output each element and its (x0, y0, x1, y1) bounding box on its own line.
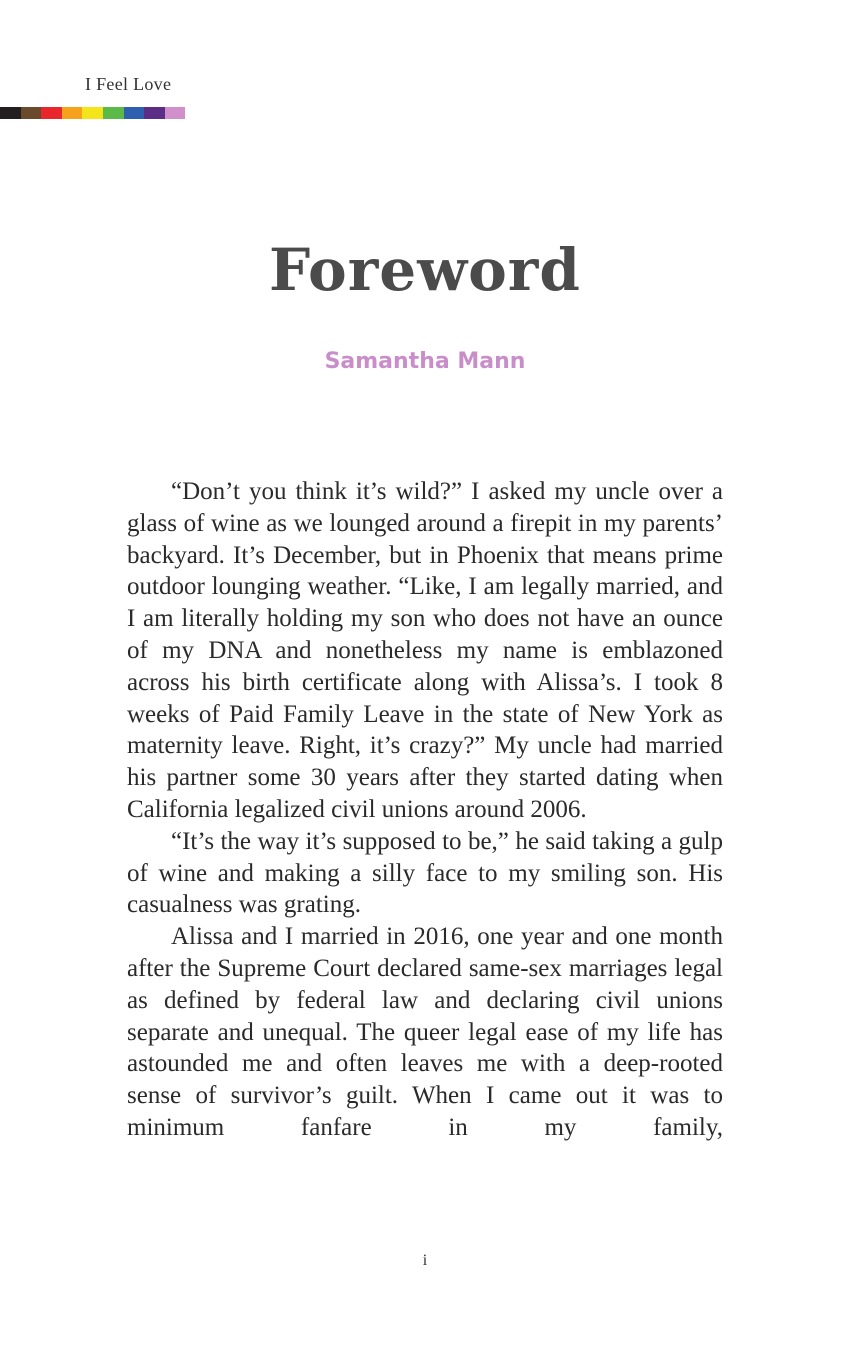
page-number: i (422, 1252, 428, 1269)
chapter-title: Foreword (269, 236, 581, 304)
running-head: I Feel Love (85, 74, 172, 94)
color-swatch (165, 107, 186, 119)
rainbow-color-strip (0, 107, 185, 119)
body-text (127, 476, 723, 1144)
color-swatch (41, 107, 62, 119)
paragraph: Alissa and I married in 2016, one year and one month after the Supreme Court declared same-sex marriages legal as defined by federal law and declaring civil unions separate and unequal. The queer legal ease of my life has astounded me and often leaves me with a deep-rooted sense of survivor’s guilt. When I came out it was to minimum fanfare in my family, (127, 923, 723, 1141)
color-swatch (62, 107, 83, 119)
color-swatch (82, 107, 103, 119)
color-swatch (21, 107, 42, 119)
paragraph: “It’s the way it’s supposed to be,” he said taking a gulp of wine and making a silly face to my smiling son. His casualness was grating. (127, 827, 723, 919)
color-swatch (124, 107, 145, 119)
chapter-author: Samantha Mann (324, 349, 526, 374)
color-swatch (144, 107, 165, 119)
color-swatch (103, 107, 124, 119)
color-swatch (0, 107, 21, 119)
paragraph: “Don’t you think it’s wild?” I asked my uncle over a glass of wine as we lounged around a firepit in my parents’ backyard. It’s December, but in Phoenix that means prime outdoor lounging weather. “Like, I am legally married, and I am literally holding my son who does not have an ounce of my DNA and nonetheless my name is emblazoned across his birth certificate along with Alissa’s. I took 8 weeks of Paid Family Leave in the state of New York as maternity leave. Right, it’s crazy?” My uncle had married his partner some 30 years after they started dating when California legalized civil unions around 2006. (127, 478, 723, 823)
